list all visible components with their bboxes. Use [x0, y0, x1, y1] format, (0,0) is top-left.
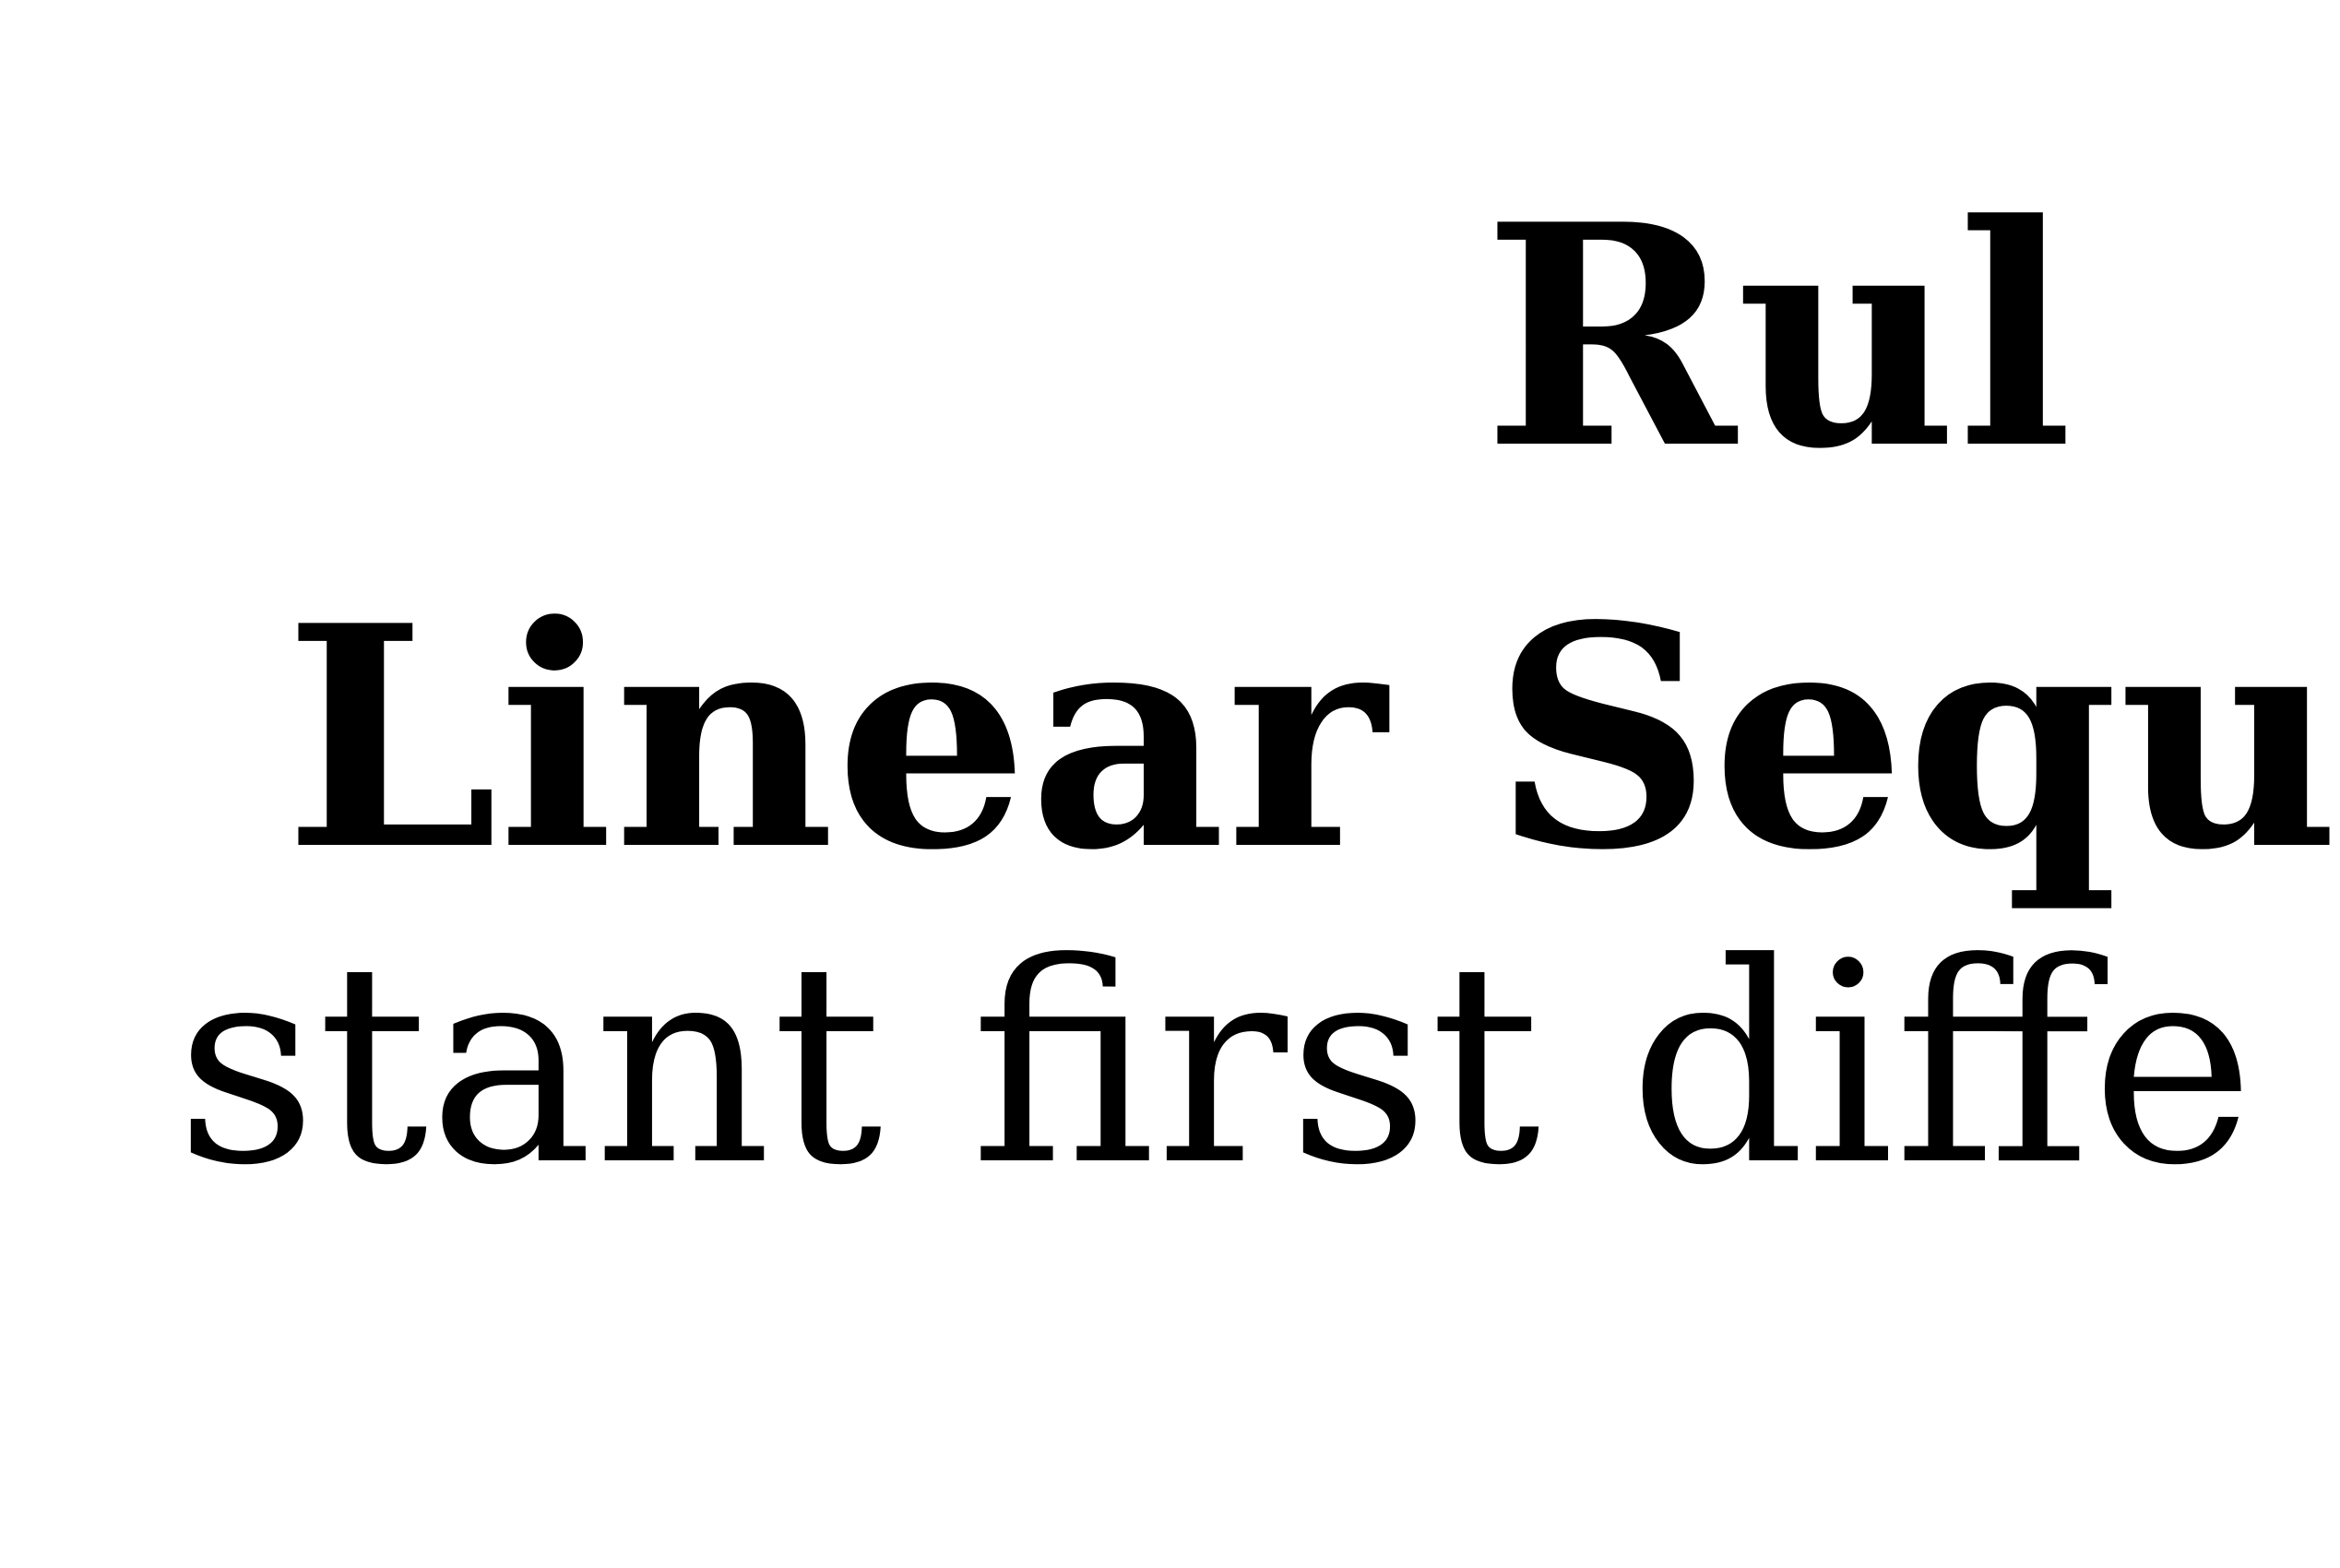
slide-body-text: stant first diffe: [175, 904, 2255, 1226]
slide-title-fragment: Rul: [1483, 158, 2073, 516]
slide-heading: Linear Sequ: [284, 559, 2340, 917]
